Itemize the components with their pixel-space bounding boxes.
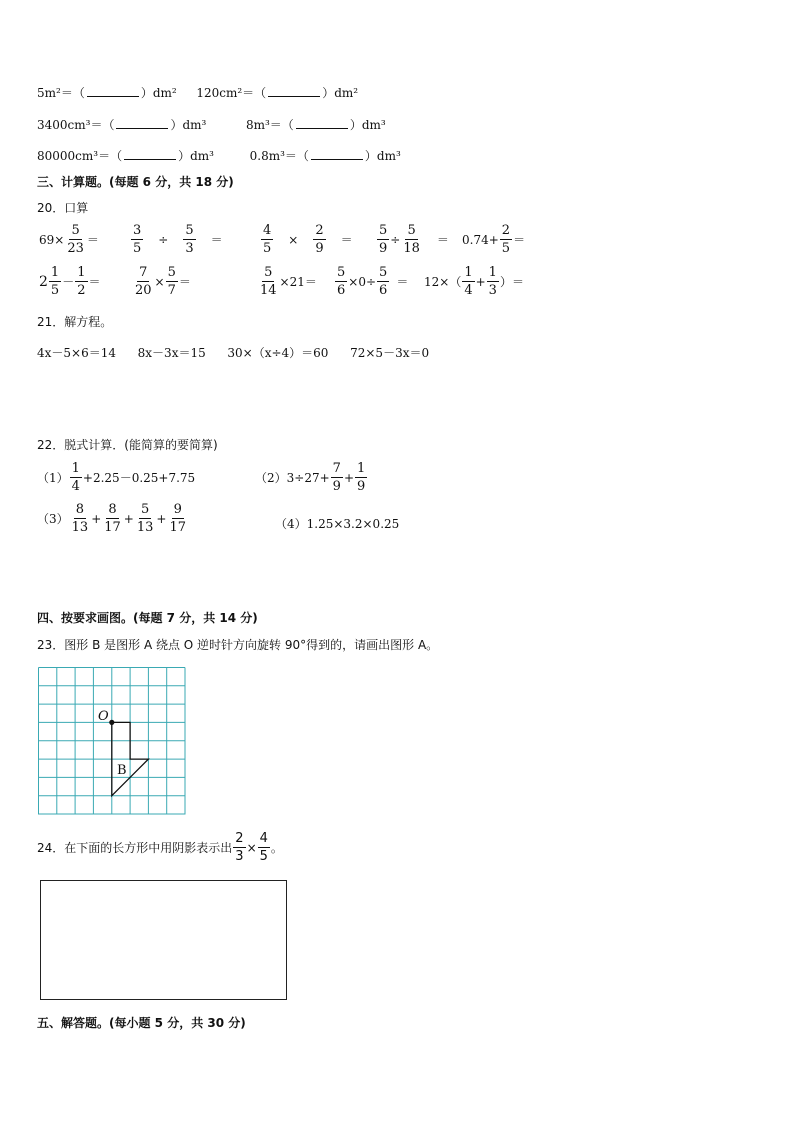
denominator: 2 <box>77 283 86 298</box>
denominator: 3 <box>235 849 244 864</box>
numerator: 2 <box>501 223 511 238</box>
operator: × <box>246 840 257 855</box>
denominator: 5 <box>259 849 268 864</box>
denominator: 13 <box>136 520 154 535</box>
expr-text: ×21＝ <box>279 275 317 289</box>
expr-text: 3÷27+ <box>286 470 330 485</box>
numerator: 8 <box>108 502 117 517</box>
answer-blank[interactable] <box>296 118 348 129</box>
denominator: 23 <box>67 241 84 256</box>
fraction <box>331 462 343 493</box>
section-heading: 四、按要求画图。(每题 7 分，共 14 分) <box>37 611 258 625</box>
conversion-text: ）dm² <box>140 86 177 100</box>
fraction <box>70 462 82 493</box>
denominator: 5 <box>263 241 272 256</box>
numerator: 1 <box>464 265 473 280</box>
denominator: 6 <box>379 283 388 298</box>
part-label: （1） <box>37 471 69 485</box>
numerator: 8 <box>75 502 85 517</box>
operator: ÷ <box>390 232 401 247</box>
fraction <box>102 503 123 534</box>
shape-b-label: B <box>117 763 127 778</box>
denominator: 14 <box>260 283 277 298</box>
operator: × <box>288 232 299 247</box>
numerator: 5 <box>185 223 194 238</box>
expr-text: ＝ <box>513 233 526 247</box>
oral-calc-item <box>376 224 449 255</box>
numerator: 2 <box>315 223 324 238</box>
oral-calc-item <box>130 224 223 255</box>
numerator: 1 <box>77 265 86 280</box>
rotation-grid[interactable] <box>38 667 188 817</box>
conversion-text: 0.8m³＝（ <box>249 149 309 163</box>
denominator: 13 <box>71 520 89 535</box>
equation: 30×（x÷4）＝60 <box>227 346 329 360</box>
numerator: 3 <box>133 223 142 238</box>
numerator: 2 <box>235 831 244 846</box>
expr-text: ＝ <box>88 275 101 289</box>
denominator: 18 <box>403 241 420 256</box>
denominator: 20 <box>135 283 152 298</box>
expr-text: 0.74+ <box>462 232 499 247</box>
numerator: 5 <box>140 502 150 517</box>
oral-calc-item <box>334 266 408 297</box>
conversion-text: 80000cm³＝（ <box>37 149 123 163</box>
fraction <box>335 266 347 297</box>
operator: × <box>154 274 165 289</box>
conversion-text: ）dm³ <box>170 118 207 132</box>
numerator: 1 <box>71 461 80 476</box>
denominator: 4 <box>464 283 473 298</box>
numerator: 5 <box>379 265 388 280</box>
denominator: 17 <box>104 520 121 535</box>
section-heading: 三、计算题。(每题 6 分，共 18 分) <box>37 175 234 189</box>
equation: 72×5－3x＝0 <box>350 346 430 360</box>
conversion-row-3 <box>37 147 401 164</box>
expr-text: 1.25×3.2×0.25 <box>306 517 400 531</box>
conversion-text: 3400cm³＝（ <box>37 118 115 132</box>
conversion-text: ）dm³ <box>364 149 401 163</box>
fraction <box>167 503 188 534</box>
denominator: 4 <box>71 479 80 494</box>
numerator: 7 <box>139 265 148 280</box>
oral-calc-item <box>39 266 101 297</box>
section-heading: 五、解答题。(每小题 5 分，共 30 分) <box>37 1016 246 1030</box>
expr-text: ）＝ <box>499 275 524 289</box>
question-text: 24．在下面的长方形中用阴影表示出 <box>37 841 233 855</box>
denominator: 17 <box>169 520 187 535</box>
operator: + <box>91 511 102 526</box>
oral-calc-item <box>424 266 524 297</box>
expr-text: ＝ <box>210 233 223 247</box>
equation: 4x－5×6＝14 <box>37 346 116 360</box>
conversion-text: ）dm³ <box>349 118 386 132</box>
expr-text: ＝ <box>436 233 449 247</box>
fraction <box>70 503 91 534</box>
numerator: 5 <box>407 223 416 238</box>
fraction <box>135 503 156 534</box>
fraction <box>65 224 86 255</box>
oral-calc-item <box>257 266 317 297</box>
denominator: 3 <box>185 241 194 256</box>
numerator: 7 <box>332 461 341 476</box>
fraction <box>75 266 87 297</box>
denominator: 5 <box>50 283 60 298</box>
numerator: 9 <box>173 502 182 517</box>
operator: ÷ <box>158 232 169 247</box>
answer-blank[interactable] <box>311 149 363 160</box>
answer-blank[interactable] <box>116 118 168 129</box>
calc-part-1 <box>37 462 195 493</box>
numerator: 1 <box>357 461 366 476</box>
numerator: 4 <box>259 831 268 846</box>
numerator: 5 <box>264 265 273 280</box>
conversion-text: 5m²＝（ <box>37 86 85 100</box>
numerator: 4 <box>263 223 272 238</box>
denominator: 7 <box>167 283 176 298</box>
calc-part-3 <box>37 503 189 534</box>
part-label: （2） <box>255 471 287 485</box>
question-title <box>37 832 283 863</box>
numerator: 5 <box>71 223 80 238</box>
numerator: 1 <box>488 265 497 280</box>
equation: 8x－3x＝15 <box>137 346 206 360</box>
question-title: 21．解方程。 <box>37 315 113 329</box>
conversion-text: 8m³＝（ <box>245 118 294 132</box>
fraction <box>183 224 195 255</box>
fraction <box>487 266 499 297</box>
conversion-text: 120cm²＝（ <box>196 86 267 100</box>
expr-text: ＝ <box>340 233 353 247</box>
fraction <box>261 224 273 255</box>
oral-calc-item <box>39 224 99 255</box>
question-title: 23．图形 B 是图形 A 绕点 O 逆时针方向旋转 90°得到的，请画出图形 A。 <box>37 638 439 652</box>
oral-calc-item <box>462 224 525 255</box>
calc-part-2 <box>255 462 368 493</box>
fraction <box>49 266 61 297</box>
denominator: 9 <box>332 479 341 494</box>
answer-blank[interactable] <box>87 86 139 97</box>
oral-calc-item <box>260 224 353 255</box>
point-o-label: O <box>98 709 109 724</box>
numerator: 5 <box>337 265 346 280</box>
answer-blank[interactable] <box>124 149 176 160</box>
denominator: 5 <box>501 241 511 256</box>
part-label: （3） <box>37 512 69 526</box>
fraction <box>258 832 270 863</box>
operator: + <box>475 274 486 289</box>
fraction <box>233 832 245 863</box>
fraction <box>401 224 422 255</box>
expr-text: ＝ <box>86 233 99 247</box>
point-o <box>109 720 114 725</box>
conversion-text: ）dm² <box>322 86 359 100</box>
part-label: （4） <box>275 517 307 531</box>
conversion-row-1 <box>37 84 358 101</box>
operator: + <box>156 511 167 526</box>
expr-text: ×0÷ <box>348 274 377 289</box>
expr-text: 69× <box>39 232 65 247</box>
expr-text: ＝ <box>396 275 409 289</box>
expr-text: 12×（ <box>424 275 462 289</box>
question-title: 20．口算 <box>37 201 89 215</box>
numerator: 5 <box>167 265 176 280</box>
expr-text: ＝ <box>178 275 191 289</box>
fraction <box>133 266 154 297</box>
whole-number: 2 <box>39 273 48 290</box>
equation-list <box>37 344 429 361</box>
question-text: 。 <box>270 841 283 855</box>
fraction <box>131 224 143 255</box>
fraction <box>377 224 389 255</box>
numerator: 5 <box>379 223 388 238</box>
denominator: 3 <box>488 283 497 298</box>
conversion-text: ）dm³ <box>178 149 214 163</box>
operator: + <box>123 511 134 526</box>
fraction <box>355 462 367 493</box>
denominator: 5 <box>133 241 142 256</box>
question-title: 22．脱式计算．(能简算的要简算) <box>37 438 218 452</box>
operator: + <box>343 470 354 485</box>
numerator: 1 <box>50 265 60 280</box>
fraction <box>500 224 512 255</box>
shading-rectangle[interactable] <box>40 880 287 1000</box>
fraction <box>166 266 178 297</box>
oral-calc-item <box>132 266 191 297</box>
fraction <box>313 224 325 255</box>
answer-blank[interactable] <box>268 86 320 97</box>
denominator: 6 <box>337 283 346 298</box>
fraction <box>377 266 389 297</box>
calc-part-4 <box>275 515 399 532</box>
conversion-row-2 <box>37 116 386 133</box>
fraction <box>258 266 279 297</box>
denominator: 9 <box>379 241 388 256</box>
expr-text: +2.25－0.25+7.75 <box>82 471 196 485</box>
fraction <box>462 266 474 297</box>
denominator: 9 <box>357 479 366 494</box>
denominator: 9 <box>315 241 324 256</box>
operator: － <box>62 275 75 289</box>
